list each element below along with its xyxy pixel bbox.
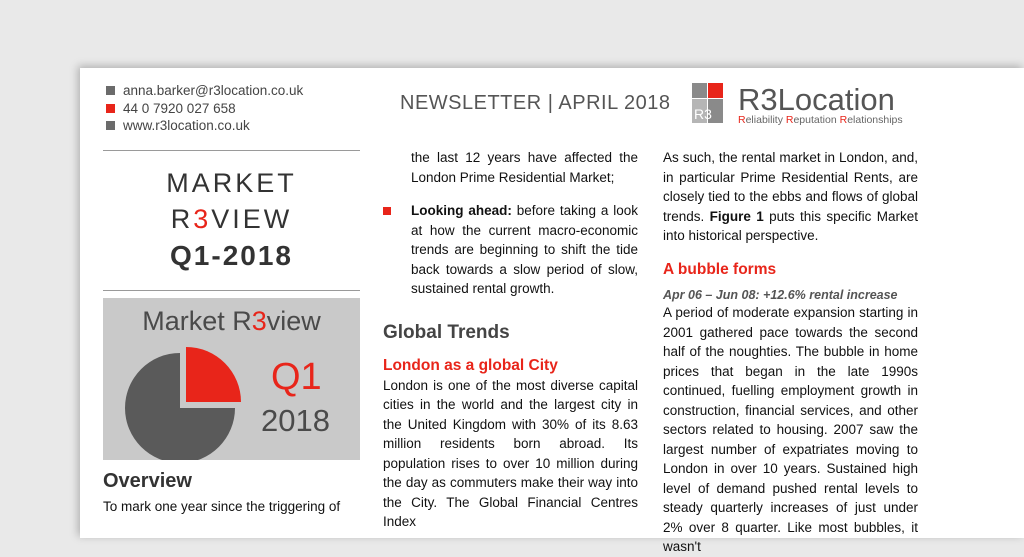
cover-title-line3: Q1-2018 — [170, 240, 293, 271]
subsection-heading: A bubble forms — [663, 260, 777, 278]
graphic-quarter: Q1 — [271, 356, 322, 398]
bullet-square-icon — [106, 121, 115, 130]
contact-website[interactable]: www.r3location.co.uk — [123, 118, 250, 133]
divider — [103, 150, 360, 151]
pie-highlight-slice — [186, 347, 241, 402]
contact-phone-row — [106, 100, 303, 118]
contact-website-row — [106, 117, 303, 135]
graphic-year: 2018 — [261, 403, 330, 438]
svg-text:R3: R3 — [694, 106, 712, 122]
subsection-heading: London as a global City — [383, 357, 558, 374]
continued-text: the last 12 years have affected the London Prime Residential Market; — [411, 150, 638, 185]
contact-block — [106, 82, 303, 135]
bullet-square-icon — [106, 104, 115, 113]
contact-phone: 44 0 7920 027 658 — [123, 100, 236, 116]
logo-name: R3Location — [738, 82, 895, 117]
graphic-title: Market R3view — [142, 306, 321, 336]
bullet-square-icon — [383, 207, 391, 215]
newsletter-page — [80, 68, 1024, 554]
bullet-item: Looking ahead: before taking a look at how the current macro-economic trends are beginning to shift the tide back towards a slow period of slow, sustained rental growth. — [383, 201, 638, 299]
cover-title-line2: R3VIEW — [170, 204, 293, 234]
section-heading: Global Trends — [383, 321, 510, 343]
date-range-subheading: Apr 06 – Jun 08: +12.6% rental increase — [663, 288, 898, 302]
market-review-graphic — [103, 298, 360, 460]
contact-email-row — [106, 82, 303, 100]
overview-heading: Overview — [103, 470, 192, 492]
newsletter-date-heading: NEWSLETTER | APRIL 2018 — [400, 92, 671, 114]
column-middle — [383, 148, 638, 532]
contact-email[interactable]: anna.barker@r3location.co.uk — [123, 83, 304, 98]
body-text: As such, the rental market in London, and, in particular Prime Residential Rents, are closely tied to the ebbs and flows of global trends. Figure 1 puts this specific Market into historical perspective. — [663, 150, 918, 243]
body-text: London is one of the most diverse capital cities in the world and the largest city in the United Kingdom with 30% of its 8.63 million residents born abroad. Its population rises to over 10 million during the day as commuters make their way into the City. The Global Financial Centres Index — [383, 377, 638, 529]
cover-title-line1: MARKET — [166, 168, 297, 198]
divider — [103, 290, 360, 291]
column-right — [663, 148, 918, 557]
body-text: A period of moderate expansion starting in 2001 gathered pace towards the second half of the noughties. The bubble in home prices that began in the late 1990s continued, fuelling employment growth in construction, financial services, and other sectors related to housing. 2007 saw the largest number of expatriates moving to London in over 10 years. Sustained high level of demand pushed rental levels to steady quarterly increases of just under 2% over 8 quarter. Like most bubbles, it wasn't — [663, 305, 918, 554]
overview-text: To mark one year since the triggering of — [103, 499, 341, 514]
bullet-square-icon — [106, 86, 115, 95]
logo-tagline: Reliability Reputation Relationships — [738, 114, 903, 126]
